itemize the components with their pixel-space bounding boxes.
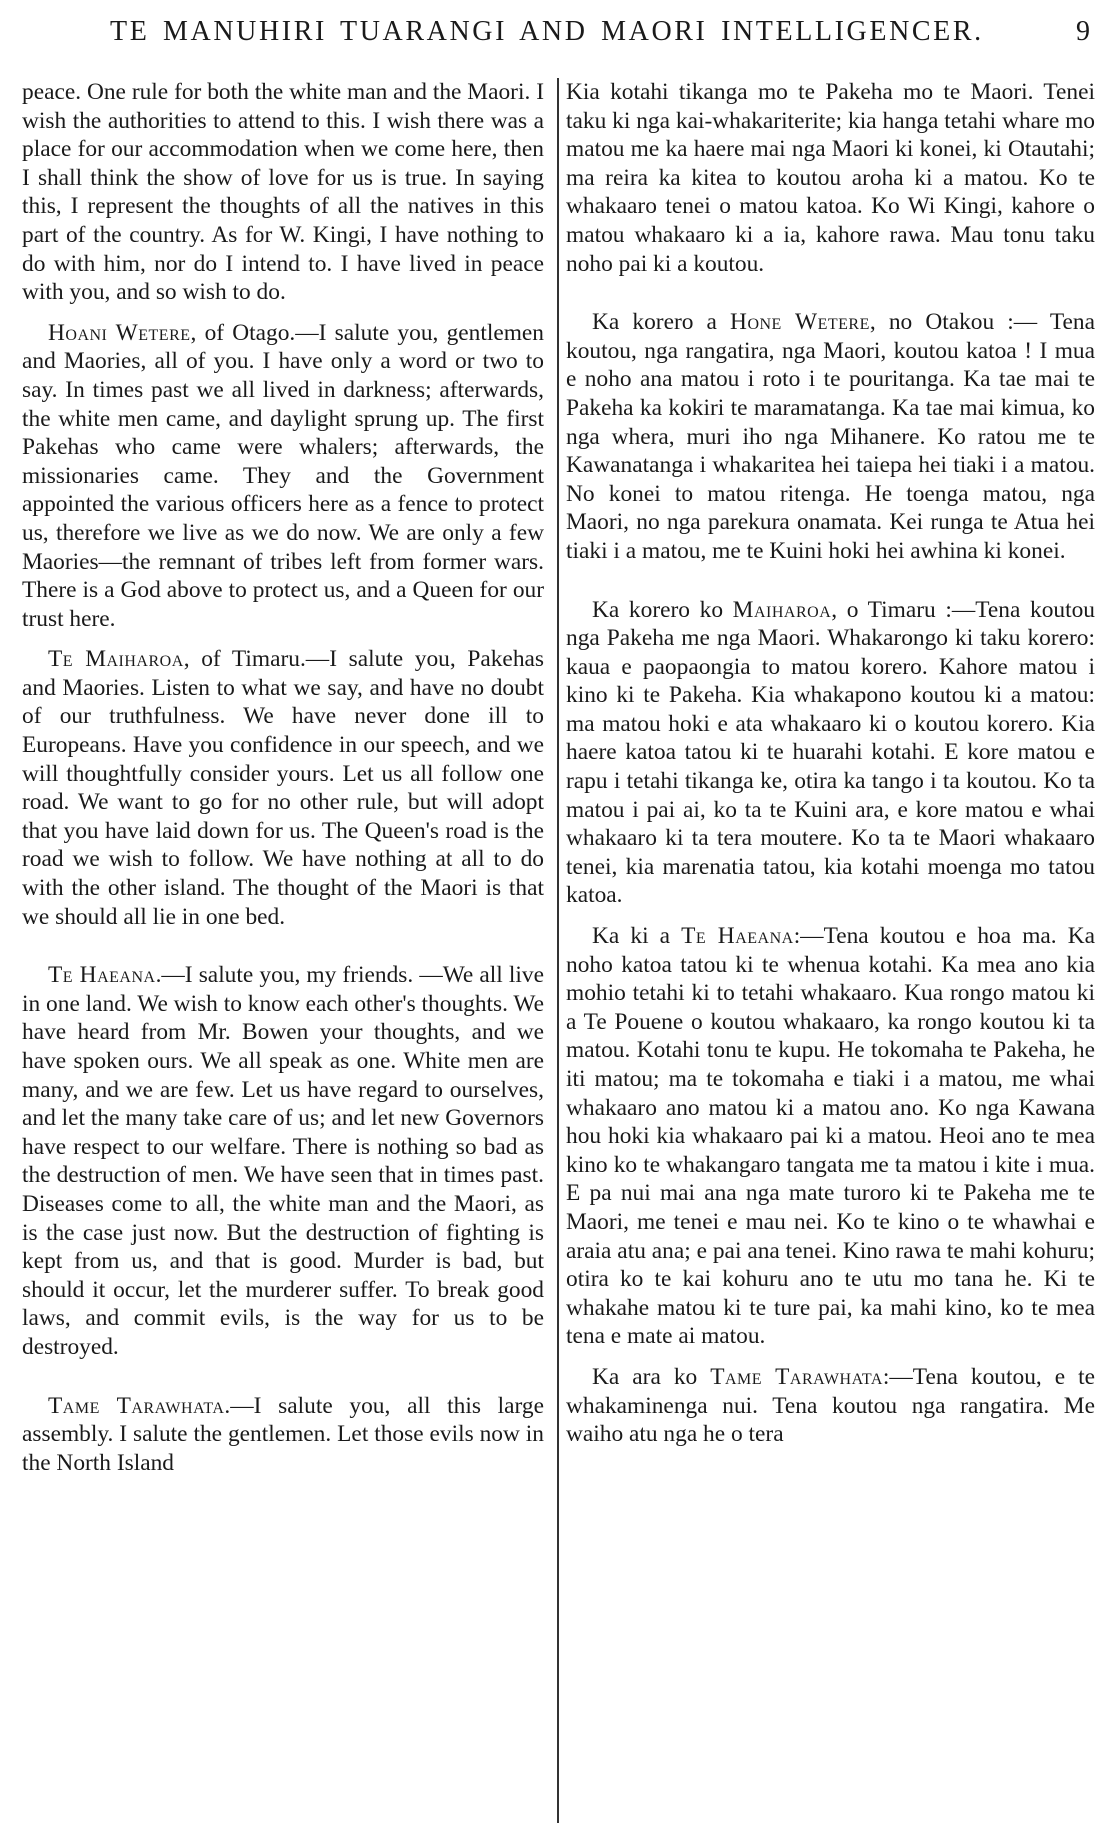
speech-te-maiharoa [22,645,544,931]
running-title: TE MANUHIRI TUARANGI AND MAORI INTELLIGENCER. [110,16,984,47]
speech-text: :—Tena koutou e hoa ma. Ka noho katoa tatou ki te whenua kotahi. Ka mea ano kia mohio tetahi ki to tetahi whakaaro. Kua rongo matou ki a Te Pouene o koutou whakaaro, ka rongo koutou ki ta matou. Kotahi tonu te kupu. He tokomaha te Pakeha, he iti matou; ma te tokomaha e tiaki i a matou, me whai whakaaro ano matou ki a matou ano. Ko nga Kawana hou hoki kia whakaaro pai ki a matou. Heoi ano te mea kino ko te whakangaro tangata me ta matou i kite i mua. E pa nui mai ana nga mate turoro ki te Pakeha me te Maori, me tenei e mau nei. Ko te kino o te whawhai e araia atu ana; e pai ana tenei. Kino rawa te mahi kohuru; otira ko te kai kohuru ano te utu mo tana he. Ki te whakahe matou ki te ture pai, ka mahi kino, ko te mea tena e mate ai matou. [566,923,1095,1350]
speech-maiharoa [566,596,1095,911]
speech-lead: Ka ara ko [592,1363,711,1390]
paragraph-continuation: Kia kotahi tikanga mo te Pakeha mo te Maori. Tenei taku ki nga kai-whakariterite; kia hanga tetahi whare mo matou me ka haere mai nga Maori ki konei, ki Otautahi; ma reira ka kitea to koutou aroha ki a matou. Ko te whakaaro tenei o matou katoa. Ko Wi Kingi, kahore o matou whakaaro ki a ia, kahore rawa. Mau tonu taku noho pai ki a koutou. [566,79,1095,277]
speech-text: , of Timaru.—I salute you, Pakehas and Maories. Listen to what we say, and have no doubt of our truthfulness. We have never done ill to Europeans. Have you confidence in our speech, and we will thoughtfully consider yours. Let us all follow one road. We want to go for no other rule, but will adopt that you have laid down for us. The Queen's road is the road we wish to follow. We have nothing at all to do with the other island. The thought of the Maori is that we should all lie in one bed. [22,646,544,930]
speech-lead: Ka korero a [592,309,731,336]
speech-text: , of Otago.—I salute you, gentlemen and Maories, all of you. I have only a word or two to say. In times past we all lived in darkness; afterwards, the white men came, and daylight sprung up. The first Pakehas who came were whalers; afterwards, the missionaries came. They and the Government appointed the various officers here as a fence to protect us, therefore we live as we do now. We are only a few Maories—the remnant of tribes left from former wars. There is a God above to protect us, and a Queen for our trust here. [22,319,544,632]
speaker-name: Tame Tarawhata [48,1392,225,1419]
english-column [22,78,544,1477]
speaker-name: Maiharoa [732,596,832,623]
speech-lead: Ka korero ko [592,596,733,623]
speech-text: :—Tena koutou, e te whakaminenga nui. Tena koutou nga rangatira. Me waiho atu nga he o tera [566,1363,1096,1448]
speech-hoani-wetere [22,319,544,634]
column-divider [557,78,559,1823]
speaker-name: Tame Tarawhata [710,1363,883,1390]
speech-text: .—I salute you, my friends. —We all live in one land. We wish to know each other's thoughts. We have heard from Mr. Bowen your thoughts, and we have spoken ours. We all speak as one. White men are many, and we are few. Let us have regard to ourselves, and let the many take care of us; and let new Governors have respect to our welfare. There is nothing so bad as the destruction of men. We have seen that in times past. Diseases come to all, the white man and the Maori, as is the case just now. But the destruction of fighting is kept from us, and that is good. Murder is bad, but should it occur, let the murderer suffer. To break good laws, and commit evils, is the way for us to be destroyed. [22,962,544,1360]
speaker-name: Te Maiharoa [48,646,184,673]
paragraph-continuation: peace. One rule for both the white man and the Maori. I wish the authorities to attend to this. I wish there was a place for our accommodation when we come here, then I shall think the show of love for us is true. In saying this, I represent the thoughts of all the natives in this part of the country. As for W. Kingi, I have nothing to do with him, nor do I intend to. I have lived in peace with you, and so wish to do. [22,79,544,306]
speech-tame-tarawhata [22,1392,544,1478]
speech-hone-wetere [566,308,1095,565]
speaker-name: Te Haeana [48,962,156,989]
speaker-name: Hone Wetere [730,309,870,336]
maori-column [566,78,1095,1449]
page-header [0,14,1114,54]
speech-text: .—I salute you, all this large assembly. I salute the gentlemen. Let those evils now in the North Island [22,1392,544,1476]
speech-te-haeana [22,961,544,1361]
speech-tame-tarawhata [566,1363,1095,1449]
speech-lead: Ka ki a [592,923,682,950]
speech-text: , o Timaru :—Tena koutou nga Pakeha me nga Maori. Whakarongo ki taku korero: kaua e paopaongia to matou korero. Kahore matou i kino ki te Pakeha. Kia whakapono koutou ki a matou: ma matou hoki e ata whakaaro ki o koutou korero. Kia haere katoa tatou ki te huarahi kotahi. E kore matou e rapu i tetahi tikanga ke, otira ka tango i ta koutou. Ko ta matou i pai ai, ko ta te Kuini ara, e kore matou e whai whakaaro ki ta tera moutere. Ko ta te Maori whakaaro tenei, kia marenatia tatou, kia kotahi moenga mo tatou katoa. [566,596,1095,909]
speaker-name: Hoani Wetere [48,319,191,346]
speech-te-haeana [566,922,1095,1351]
speaker-name: Te Haeana [681,923,794,950]
page-number: 9 [1076,16,1090,47]
speech-text: , no Otakou :— Tena koutou, nga rangatira, nga Maori, koutou katoa ! I mua e noho ana matou i roto i te pouritanga. Ka tae mai te Pakeha ka kokiri te maramatanga. Ka tae mai kimua, ko nga whera, muri iho nga Mihanere. Ko ratou me te Kawanatanga i whakaritea hei taiepa hei tiaki i a matou. No konei to matou ritenga. He toenga matou, nga Maori, no nga parekura onamata. Kei runga te Atua hei tiaki i a matou, me te Kuini hoki hei awhina ki konei. [566,309,1095,564]
